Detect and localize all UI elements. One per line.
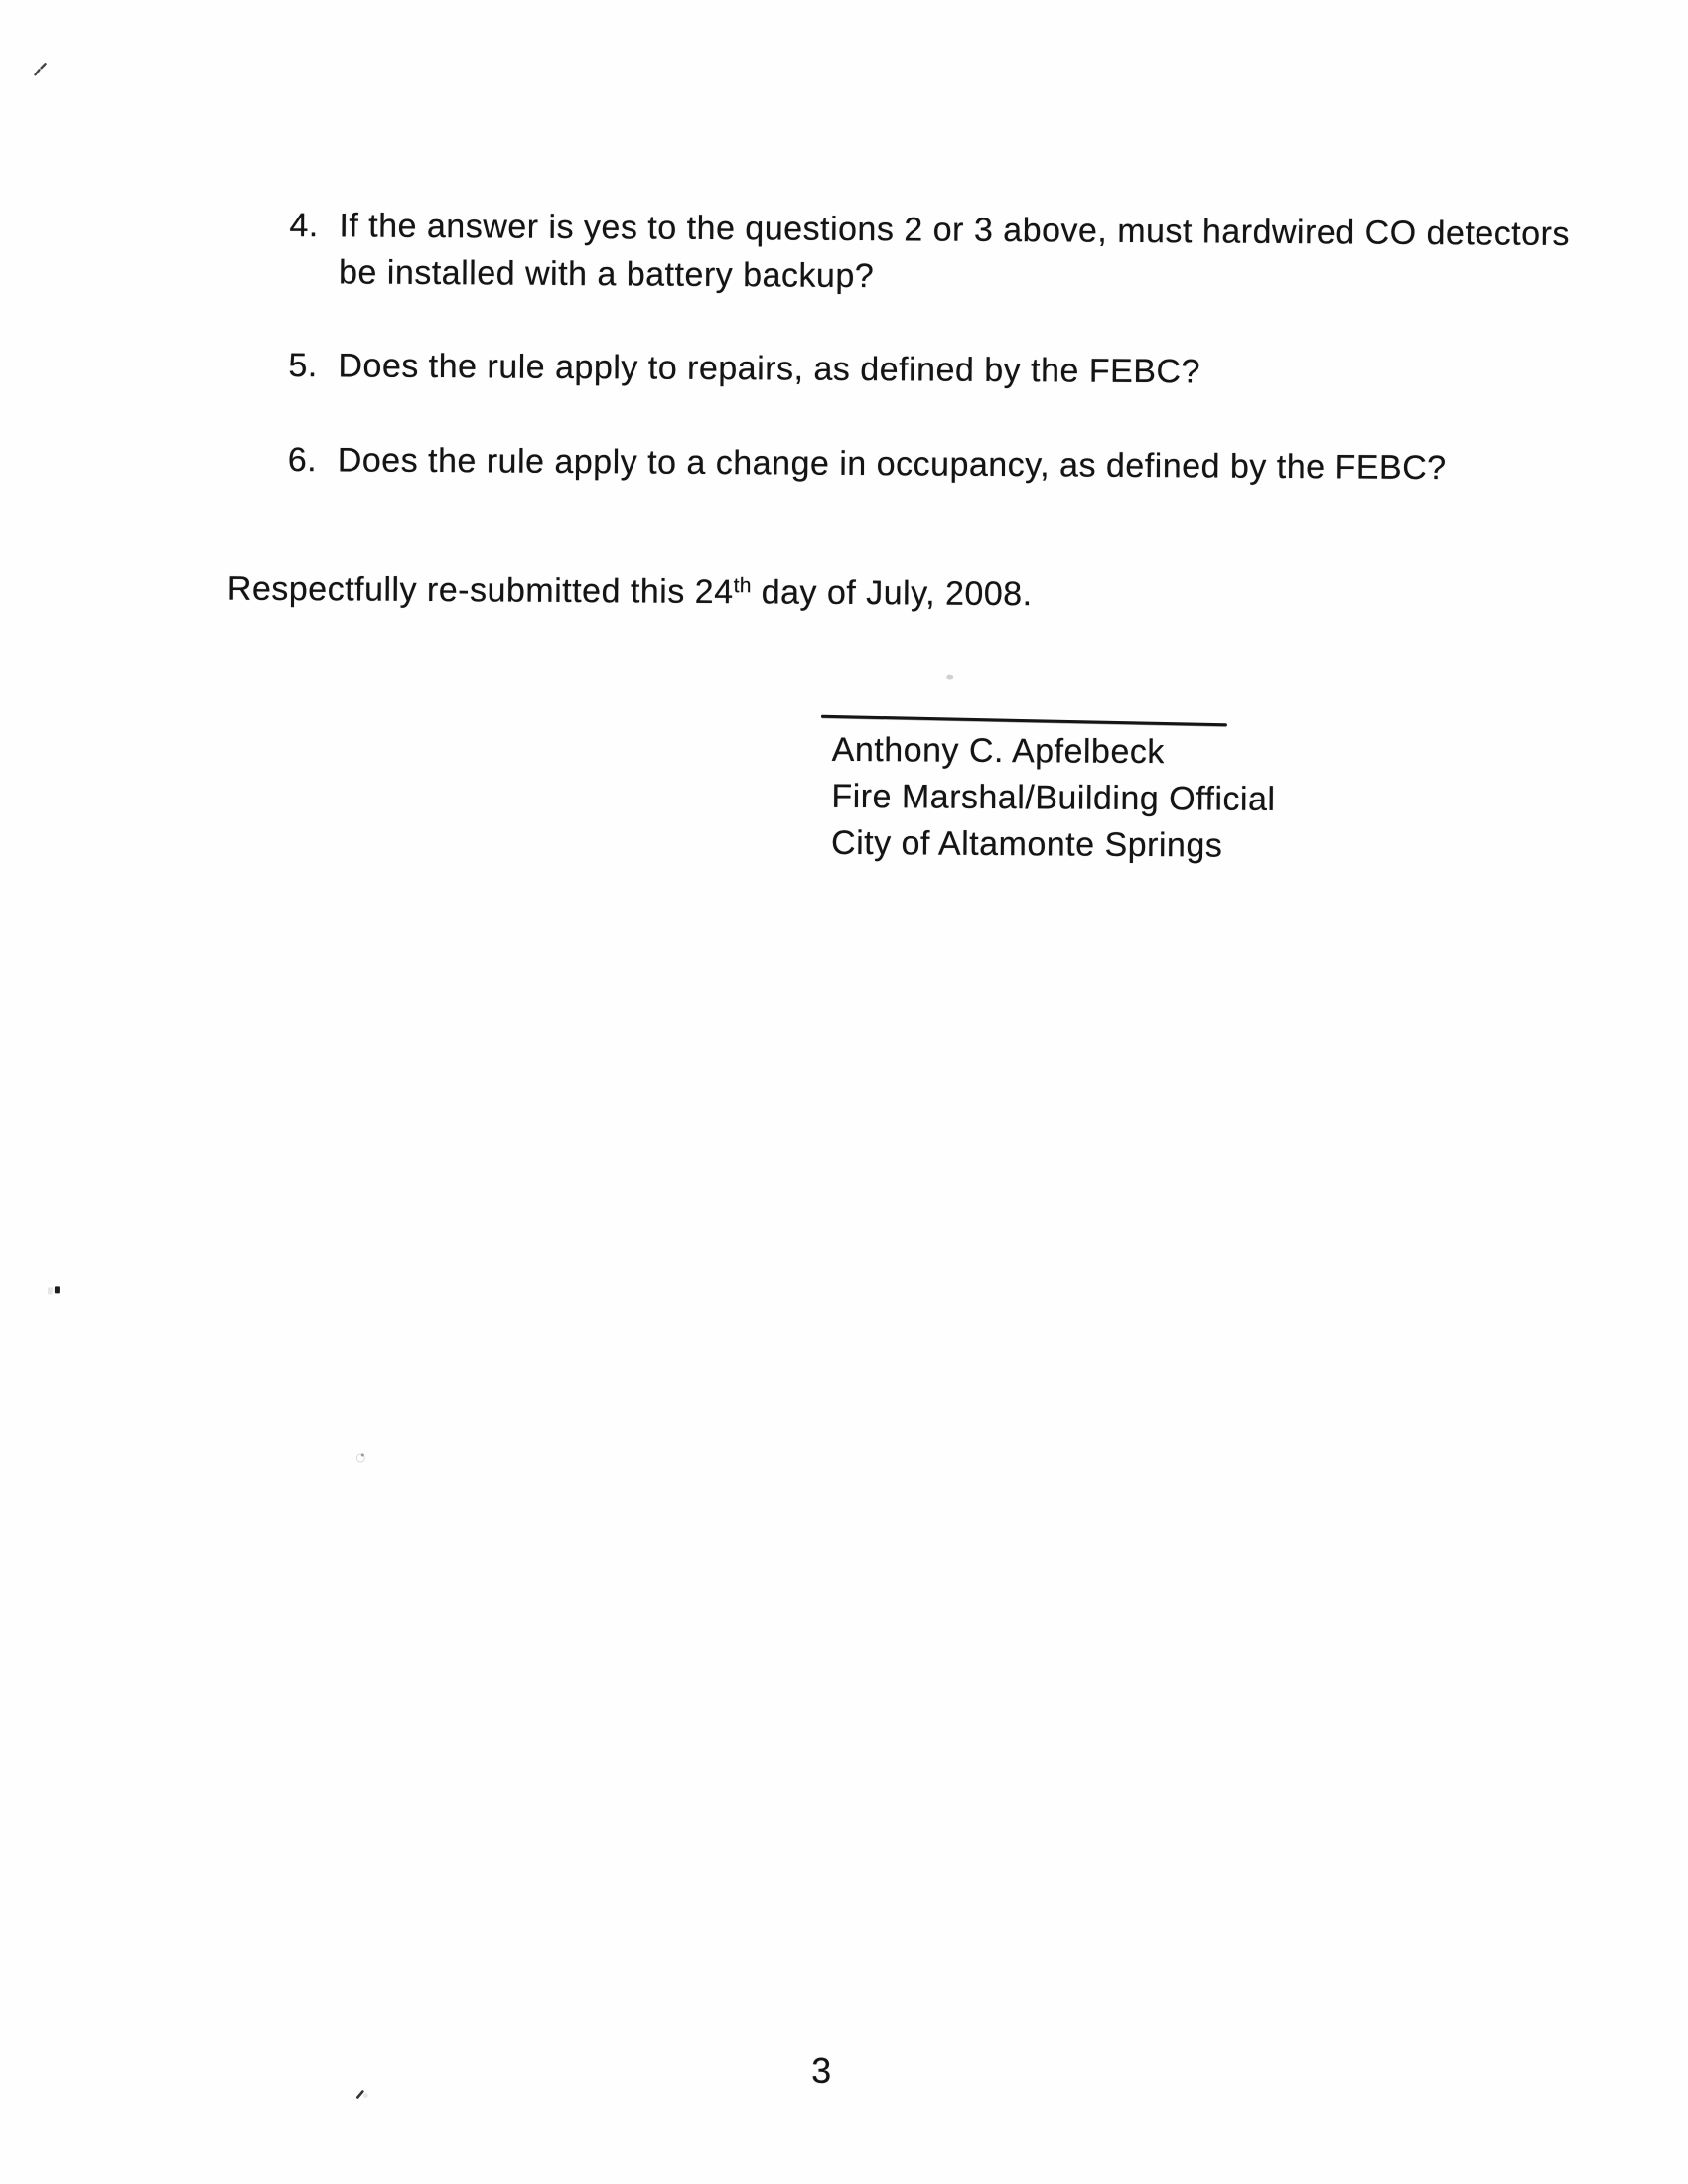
list-item-number: 6. — [287, 440, 318, 480]
scan-artifact-comma — [355, 2088, 369, 2102]
list-item-text: If the answer is yes to the questions 2 or 3 above, must hardwired CO detectors be installed with a battery backup? — [338, 207, 1571, 296]
list-item-question-5 — [288, 343, 1628, 398]
signatory-title: Fire Marshal/Building Official — [831, 777, 1276, 818]
scan-artifact-dot — [946, 675, 953, 680]
scan-artifact-dot — [55, 1286, 60, 1293]
list-item-text: Does the rule apply to repairs, as defined by the FEBC? — [338, 347, 1201, 391]
closing-line-suffix: day of July, 2008. — [751, 573, 1033, 614]
scan-artifact-speck — [356, 1453, 365, 1462]
scan-artifact-squiggle — [32, 61, 50, 78]
closing-line-prefix: Respectfully re-submitted this 24 — [226, 569, 734, 612]
signature-block — [831, 727, 1276, 870]
list-item-question-6 — [288, 437, 1628, 493]
list-item-text: Does the rule apply to a change in occupancy, as defined by the FEBC? — [337, 441, 1447, 488]
signatory-organization: City of Altamonte Springs — [830, 823, 1223, 865]
closing-line — [227, 566, 1033, 623]
list-item-question-4 — [289, 203, 1599, 305]
page-number: 3 — [811, 2049, 832, 2091]
list-item-number: 4. — [289, 206, 319, 245]
list-item-number: 5. — [288, 346, 318, 385]
signature-line — [821, 715, 1227, 727]
signatory-name: Anthony C. Apfelbeck — [831, 730, 1165, 772]
ordinal-superscript: th — [733, 574, 752, 598]
